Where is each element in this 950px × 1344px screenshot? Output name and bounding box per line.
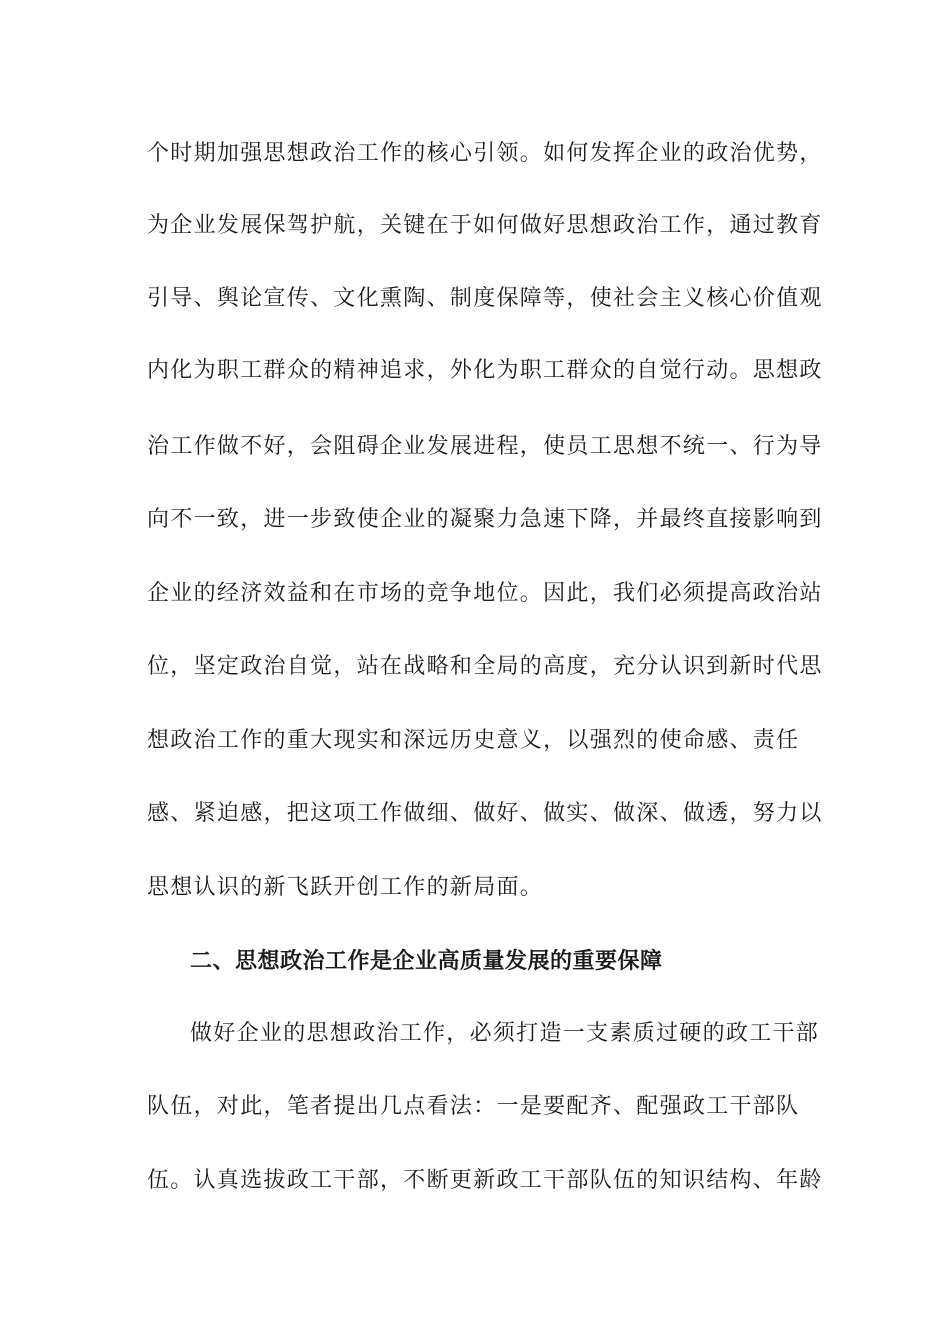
paragraph-line: 想政治工作的重大现实和深远历史意义，以强烈的使命感、责任: [147, 728, 800, 753]
paragraph-line: 队伍，对此，笔者提出几点看法：一是要配齐、配强政工干部队: [147, 1094, 800, 1119]
paragraph-line: 为企业发展保驾护航，关键在于如何做好思想政治工作，通过教育: [147, 213, 823, 238]
section-heading: 二、思想政治工作是企业高质量发展的重要保障: [190, 948, 663, 974]
paragraph-line: 感、紧迫感，把这项工作做细、做好、做实、做深、做透，努力以: [147, 801, 823, 826]
paragraph-line: 治工作做不好，会阻碍企业发展进程，使员工思想不统一、行为导: [147, 434, 823, 459]
paragraph-line: 位，坚定政治自觉，站在战略和全局的高度，充分认识到新时代思: [147, 654, 823, 679]
paragraph-line: 内化为职工群众的精神追求，外化为职工群众的自觉行动。思想政: [147, 358, 823, 383]
paragraph-line: 引导、舆论宣传、文化熏陶、制度保障等，使社会主义核心价值观: [147, 286, 823, 311]
paragraph-line: 个时期加强思想政治工作的核心引领。如何发挥企业的政治优势，: [147, 141, 823, 166]
paragraph-line: 做好企业的思想政治工作，必须打造一支素质过硬的政工干部: [190, 1021, 820, 1046]
paragraph-line: 向不一致，进一步致使企业的凝聚力急速下降，并最终直接影响到: [147, 507, 823, 532]
paragraph-line: 思想认识的新飞跃开创工作的新局面。: [147, 875, 544, 900]
paragraph-line: 伍。认真选拔政工干部，不断更新政工干部队伍的知识结构、年龄: [147, 1168, 823, 1193]
paragraph-line: 企业的经济效益和在市场的竞争地位。因此，我们必须提高政治站: [147, 581, 823, 606]
